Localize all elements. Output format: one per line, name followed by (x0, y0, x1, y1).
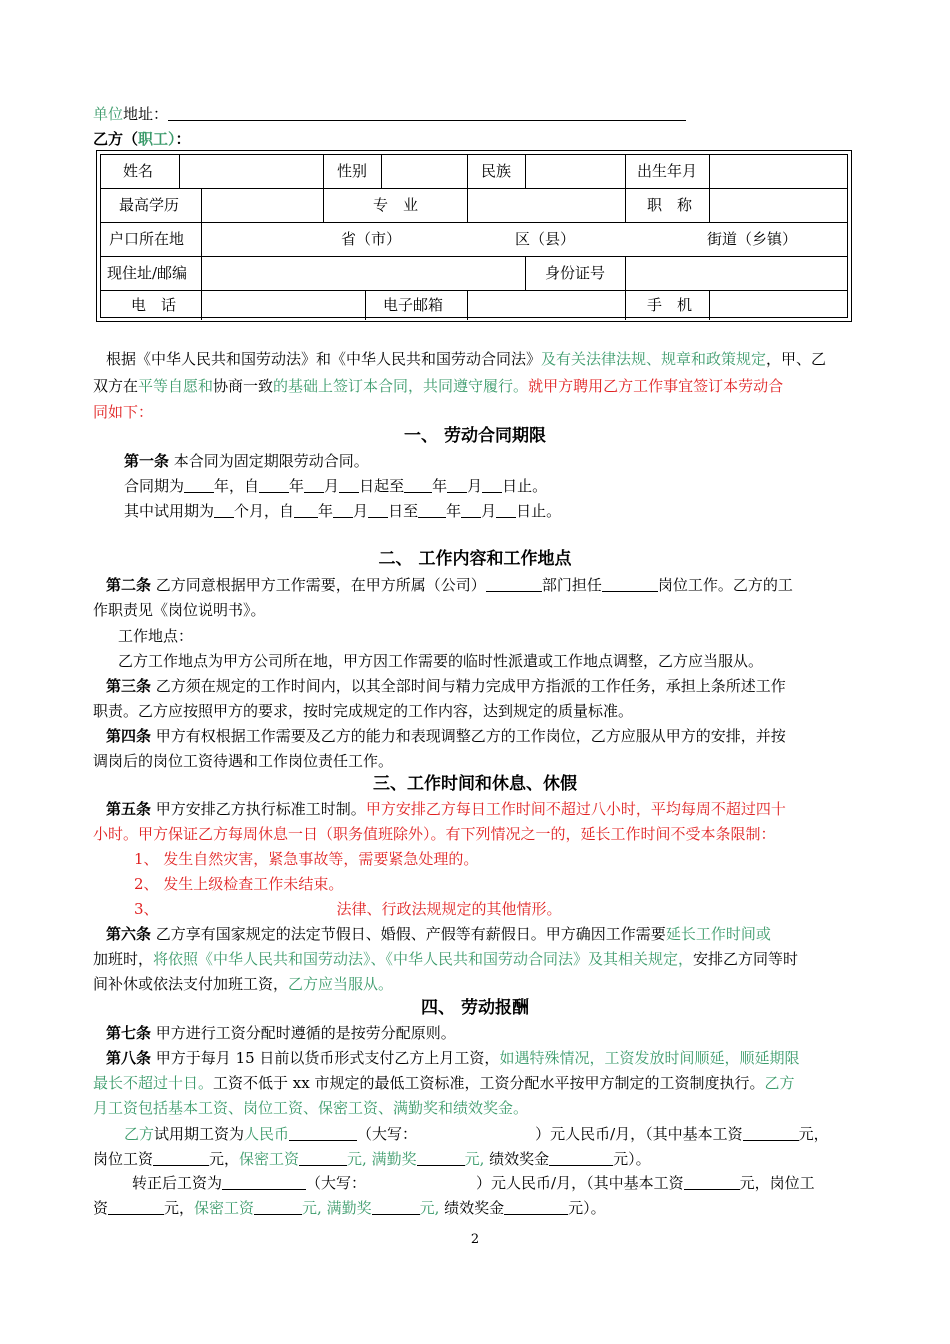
text: 保密工资 (194, 1199, 255, 1217)
text: 年 (289, 477, 305, 495)
article-label: 第四条 (106, 727, 152, 745)
text: 元， (164, 1199, 195, 1217)
text: 元， (209, 1150, 240, 1168)
trial-pay-line (124, 1122, 904, 1146)
unit-address-line (93, 102, 873, 126)
article-text: 甲方安排乙方执行标准工时制。 (155, 800, 366, 818)
text: 日止。 (516, 502, 562, 520)
text: 年 (432, 477, 448, 495)
text: 日至 (388, 502, 419, 520)
article-text: 安排乙方同等时 (693, 950, 799, 968)
list-item-text: 法律、行政法规规定的其他情形。 (336, 900, 562, 918)
article-text: 职责。乙方应按照甲方的要求，按时完成规定的工作内容，达到规定的质量标准。 (93, 702, 634, 720)
text: 月 (353, 502, 369, 520)
intro-text: 双方在 (93, 377, 139, 395)
table-label-title: 职 称 (647, 196, 693, 214)
text: 人民币 (244, 1125, 290, 1143)
blank-field[interactable] (496, 501, 516, 518)
text: 月 (481, 502, 497, 520)
table-label-ethnicity: 民族 (481, 162, 512, 180)
intro-line-3 (93, 400, 873, 424)
article-1 (124, 449, 904, 473)
list-item-1 (134, 847, 914, 871)
table-label-street: 街道（乡镇） (707, 230, 798, 248)
regular-pay-line (132, 1171, 912, 1195)
blank-field[interactable] (404, 476, 432, 493)
text: 月 (324, 477, 340, 495)
text: 年 (318, 502, 334, 520)
party-b-line (93, 127, 873, 151)
section-1-title: 一、 劳动合同期限 (404, 426, 546, 446)
article-3-cont (93, 699, 873, 723)
blank-field[interactable] (254, 1198, 302, 1215)
party-b-colon: ： (175, 130, 191, 148)
table-col-divider (709, 155, 710, 188)
table-col-divider (525, 155, 526, 188)
list-item-number: 3、 (134, 900, 159, 918)
table-label-address: 现住址/邮编 (107, 264, 188, 282)
trial-pay-line-2 (93, 1147, 873, 1171)
blank-field[interactable] (482, 476, 502, 493)
blank-field[interactable] (333, 501, 353, 518)
article-text: 调岗后的岗位工资待遇和工作岗位责任工作。 (93, 752, 394, 770)
text: 保密工资 (239, 1150, 300, 1168)
article-4 (106, 724, 886, 748)
table-row-divider (101, 290, 847, 291)
blank-field[interactable] (684, 1173, 740, 1190)
blank-field[interactable] (417, 1149, 465, 1166)
article-5 (106, 797, 886, 821)
text: 工作地点： (118, 627, 194, 645)
table-label-education: 最高学历 (119, 196, 180, 214)
page-number: 2 (470, 1232, 480, 1247)
blank-field[interactable] (602, 575, 658, 592)
intro-text: ，甲、乙 (766, 350, 827, 368)
employee-info-table-inner (100, 154, 848, 318)
table-col-divider (201, 256, 202, 290)
intro-text: 的基础上签订本合同，共同遵守履行。 (273, 377, 529, 395)
list-item-2 (134, 872, 914, 896)
blank-field[interactable] (214, 501, 234, 518)
text: 元，岗位工 (739, 1174, 815, 1192)
text: 年，自 (214, 477, 260, 495)
intro-text: 就甲方聘用乙方工作事宜签订本劳动合 (528, 377, 784, 395)
article-text: 乙方 (764, 1074, 795, 1092)
article-text: 小时。甲方保证乙方每周休息一日（职务值班除外）。有下列情况之一的，延长工作时间不受本条限制： (93, 825, 776, 843)
blank-field[interactable] (184, 476, 214, 493)
article-text: 将依照《中华人民共和国劳动法》、《中华人民共和国劳动合同法》及其相关规定， (153, 950, 694, 968)
text: （大写： (357, 1125, 418, 1143)
text: 元， (798, 1125, 829, 1143)
article-text: 甲方有权根据工作需要及乙方的能力和表现调整乙方的工作岗位，乙方应服从甲方的安排，并按 (155, 727, 786, 745)
article-text: 岗位工作。乙方的工 (657, 576, 793, 594)
text: 日止。 (502, 477, 548, 495)
intro-text: 根据《中华人民共和国劳动法》和《中华人民共和国劳动合同法》 (106, 350, 542, 368)
article-text: 乙方同意根据甲方工作需要，在甲方所属（公司） (155, 576, 486, 594)
table-col-divider (201, 188, 202, 222)
section-4-title: 四、 劳动报酬 (421, 998, 529, 1018)
list-item-3 (134, 897, 914, 921)
table-col-divider (625, 188, 626, 222)
blank-field[interactable] (153, 1149, 209, 1166)
party-b-role: 职工） (138, 130, 176, 148)
table-row-divider (101, 256, 847, 257)
table-col-divider (365, 290, 366, 320)
text: 元, (419, 1199, 440, 1217)
text: 元, (464, 1150, 485, 1168)
text: 日起至 (359, 477, 405, 495)
blank-field[interactable] (304, 476, 324, 493)
text: 绩效奖金 (484, 1150, 550, 1168)
article-text: 如遇特殊情况，工资发放时间顺延，顺延期限 (499, 1049, 800, 1067)
text: 资 (93, 1199, 109, 1217)
text: 个月，自 (234, 502, 295, 520)
article-label: 第三条 (106, 677, 152, 695)
article-4-cont (93, 749, 873, 773)
article-text: 乙方享有国家规定的法定节假日、婚假、产假等有薪假日。甲方确因工作需要 (155, 925, 666, 943)
text: 元）。 (568, 1199, 606, 1217)
blank-field[interactable] (259, 476, 289, 493)
blank-field[interactable] (339, 476, 359, 493)
article-text: 最长不超过十日。 (93, 1074, 214, 1092)
intro-text: 协商一致 (213, 377, 274, 395)
text: 年 (446, 502, 462, 520)
section-2-title: 二、 工作内容和工作地点 (378, 549, 572, 569)
blank-field[interactable] (549, 1149, 613, 1166)
table-col-divider (323, 155, 324, 188)
table-col-divider (323, 188, 324, 222)
text: 元, 满勤奖 (302, 1199, 372, 1217)
table-row-divider (101, 188, 847, 189)
section-3-title: 三、工作时间和休息、休假 (373, 774, 577, 794)
blank-field[interactable] (418, 501, 446, 518)
table-label-gender: 性别 (337, 162, 368, 180)
unit-address-label-a: 单位 (93, 105, 124, 123)
regular-pay-line-2 (93, 1196, 873, 1220)
blank-field[interactable] (372, 1198, 420, 1215)
text: 绩效奖金 (439, 1199, 505, 1217)
table-label-district: 区（县） (515, 230, 576, 248)
table-label-email: 电子邮箱 (383, 296, 444, 314)
employee-info-table (96, 150, 852, 322)
table-label-province: 省（市） (341, 230, 402, 248)
text: 月 (467, 477, 483, 495)
intro-text: 及有关法律法规、规章和政策规定 (541, 350, 767, 368)
article-text: 乙方应当服从。 (288, 975, 394, 993)
article-6-cont (93, 947, 873, 971)
table-col-divider (467, 188, 468, 222)
article-text: 部门担任 (541, 576, 602, 594)
table-col-divider (709, 290, 710, 320)
table-label-birth: 出生年月 (637, 162, 698, 180)
article-6 (106, 922, 886, 946)
intro-line-2 (93, 374, 873, 398)
blank-field[interactable] (299, 1149, 347, 1166)
article-text: 作职责见《岗位说明书》。 (93, 601, 266, 619)
text: 转正后工资为 (132, 1174, 223, 1192)
intro-line-1 (106, 347, 886, 371)
work-place-label (118, 624, 898, 648)
list-item-text: 2、 发生上级检查工作未结束。 (134, 875, 344, 893)
table-col-divider (709, 188, 710, 222)
table-label-id-number: 身份证号 (545, 264, 606, 282)
article-8-cont (93, 1071, 873, 1095)
work-place-text (118, 649, 898, 673)
blank-field[interactable] (486, 575, 542, 592)
party-b-label: 乙方（ (93, 130, 139, 148)
blank-field[interactable] (368, 501, 388, 518)
intro-text: 平等自愿和 (138, 377, 214, 395)
table-col-divider (467, 155, 468, 188)
blank-field[interactable] (743, 1124, 799, 1141)
table-col-divider (625, 290, 626, 320)
blank-field[interactable] (461, 501, 481, 518)
article-text: 甲方于每月 15 日前以货币形式支付乙方上月工资， (155, 1049, 500, 1067)
table-label-phone: 电 话 (131, 296, 177, 314)
list-item-text: 1、 发生自然灾害，紧急事故等，需要紧急处理的。 (134, 850, 479, 868)
article-3 (106, 674, 886, 698)
article-text: 乙方须在规定的工作时间内，以其全部时间与精力完成甲方指派的工作任务，承担上条所述工作 (155, 677, 786, 695)
article-2 (106, 573, 886, 597)
article-label: 第八条 (106, 1049, 152, 1067)
text: 元）。 (613, 1150, 651, 1168)
trial-term-line (124, 499, 904, 523)
table-col-divider (467, 290, 468, 320)
blank-field[interactable] (447, 476, 467, 493)
text: 乙方工作地点为甲方公司所在地，甲方因工作需要的临时性派遣或工作地点调整，乙方应当服从。 (118, 652, 764, 670)
table-col-divider (179, 155, 180, 188)
text: 岗位工资 (93, 1150, 154, 1168)
table-col-divider (525, 256, 526, 290)
text: 元, 满勤奖 (347, 1150, 417, 1168)
unit-address-label-b: 地址： (123, 105, 169, 123)
table-col-divider (625, 256, 626, 290)
article-text: 月工资包括基本工资、岗位工资、保密工资、满勤奖和绩效奖金。 (93, 1099, 529, 1117)
table-col-divider (201, 222, 202, 256)
table-label-major: 专 业 (373, 196, 419, 214)
article-text: 甲方进行工资分配时遵循的是按劳分配原则。 (155, 1024, 456, 1042)
unit-address-blank[interactable] (168, 104, 686, 121)
table-label-hukou: 户口所在地 (109, 230, 185, 248)
blank-field[interactable] (504, 1198, 568, 1215)
table-col-divider (625, 155, 626, 188)
table-label-name: 姓名 (123, 162, 154, 180)
article-text: 工资不低于 xx 市规定的最低工资标准，工资分配水平按甲方制定的工资制度执行。 (213, 1074, 765, 1092)
article-5-cont (93, 822, 873, 846)
article-text: 加班时， (93, 950, 154, 968)
article-6-cont-2 (93, 972, 873, 996)
article-text: 延长工作时间或 (665, 925, 771, 943)
intro-text: 同如下： (93, 403, 154, 421)
article-text: 间补休或依法支付加班工资， (93, 975, 289, 993)
text: 试用期工资为 (154, 1125, 245, 1143)
blank-field[interactable] (289, 1124, 357, 1141)
blank-field[interactable] (222, 1173, 306, 1190)
article-7 (106, 1021, 886, 1045)
blank-field[interactable] (108, 1198, 164, 1215)
table-col-divider (201, 290, 202, 320)
article-label: 第六条 (106, 925, 152, 943)
article-label: 第七条 (106, 1024, 152, 1042)
article-text: 甲方安排乙方每日工作时间不超过八小时，平均每周不超过四十 (365, 800, 786, 818)
article-label: 第五条 (106, 800, 152, 818)
text: 合同期为 (124, 477, 185, 495)
article-2-cont (93, 598, 873, 622)
article-label: 第二条 (106, 576, 152, 594)
article-label: 第一条 (124, 452, 170, 470)
text: ）元人民币/月，（其中基本工资 (535, 1125, 743, 1143)
contract-term-line (124, 474, 904, 498)
table-col-divider (381, 155, 382, 188)
article-8-cont-2 (93, 1096, 873, 1120)
article-text: 本合同为固定期限劳动合同。 (173, 452, 369, 470)
article-8 (106, 1046, 886, 1070)
text: ）元人民币/月，（其中基本工资 (476, 1174, 684, 1192)
table-label-mobile: 手 机 (647, 296, 693, 314)
text: （大写： (306, 1174, 367, 1192)
text: 其中试用期为 (124, 502, 215, 520)
text: 乙方 (124, 1125, 155, 1143)
blank-field[interactable] (294, 501, 318, 518)
